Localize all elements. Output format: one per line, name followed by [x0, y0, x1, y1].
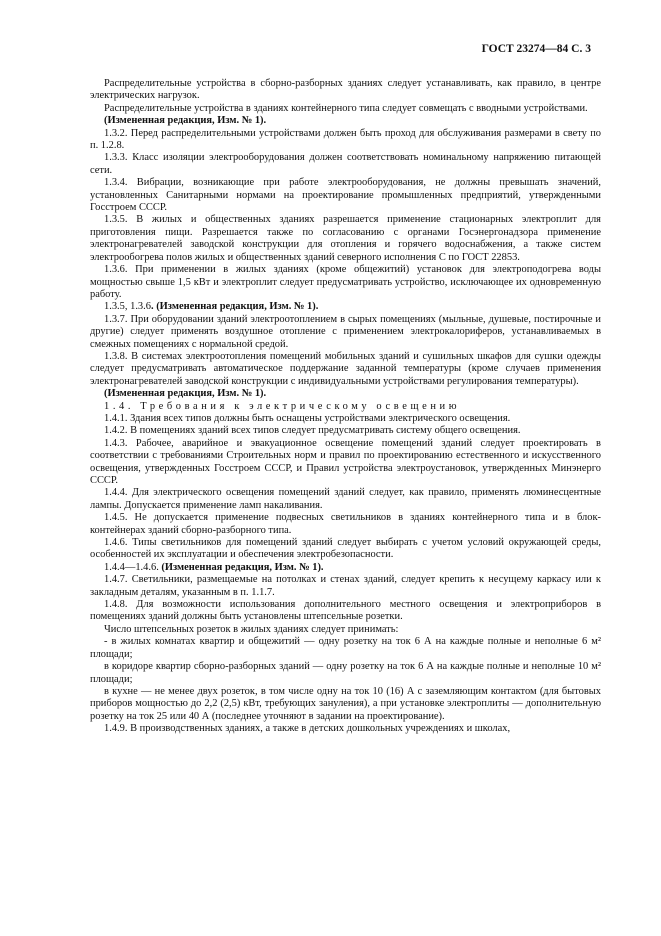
section-heading-1-4: 1.4. Требования к электрическому освещению [104, 400, 461, 412]
amendment-text: (Измененная редакция, Изм. № 1). [161, 561, 324, 573]
clause-1-3-6: 1.3.6. При применении в жилых зданиях (кроме общежитий) установок для электроподогрева воды мощностью свыше 1,5 кВт и электроплит следует предусматривать устройство, исключающее их одновременную работу. [90, 264, 601, 300]
clause-1-3-2: 1.3.2. Перед распределительными устройствами должен быть проход для обслуживания размерами в свету по п. 1.2.8. [90, 127, 601, 152]
clause-1-4-1: 1.4.1. Здания всех типов должны быть оснащены устройствами электрического освещения. [104, 412, 511, 424]
amendment-text: . (Измененная редакция, Изм. № 1). [150, 301, 319, 313]
clause-1-4-2: 1.4.2. В помещениях зданий всех типов следует предусматривать систему общего освещения. [104, 425, 521, 437]
amendment-note: (Измененная редакция, Изм. № 1). [104, 115, 267, 127]
clause-1-4-4: 1.4.4. Для электрического освещения помещений зданий следует, как правило, применять люминесцентные лампы. Допускается применение ламп накаливания. [90, 487, 601, 511]
list-item: в коридоре квартир сборно-разборных зданий — одну розетку на ток 6 А на каждые полные и неполные 10 м² площади; [90, 661, 601, 685]
clause-1-3-3: 1.3.3. Класс изоляции электрооборудования должен соответствовать номинальному напряжению питающей сети. [90, 152, 601, 176]
clause-1-4-8: 1.4.8. Для возможности использования дополнительного местного освещения и электроприборов в помещениях зданий должны быть установлены штепсельные розетки. [90, 599, 601, 623]
clause-1-3-4: 1.3.4. Вибрации, возникающие при работе электрооборудования, не должны превышать значений, установленных Санитарными нормами на проектирование промышленных предприятий, утвержденными Госстроем СССР. [90, 177, 601, 214]
clause-1-3-8: 1.3.8. В системах электроотопления помещений мобильных зданий и сушильных шкафов для сушки одежды следует предусматривать автоматическое поддержание заданной температуры (кроме случаев применения электронагревателей заводской конструкции с индивидуальными устройствами регулирования температуры). [90, 350, 601, 387]
amendment-note-1-3-5-1-3-6 [90, 301, 601, 313]
clause-1-3-5: 1.3.5. В жилых и общественных зданиях разрешается применение стационарных электроплит для приготовления пищи. Разрешается также по согласованию с органами Госэнергонадзора применение электронагревателей заводской конструкции для отопления и горячего водоснабжения, а также систем электрообогрева полов жилых и общественных зданий северного исполнения С по ГОСТ 22853. [90, 214, 601, 263]
list-item: - в жилых комнатах квартир и общежитий — одну розетку на ток 6 А на каждые полные и неполные 6 м² площади; [90, 636, 601, 660]
amendment-note: (Измененная редакция, Изм. № 1). [104, 388, 267, 400]
clause-1-4-9: 1.4.9. В производственных зданиях, а также в детских дошкольных учреждениях и школах, [104, 723, 511, 735]
clause-1-4-6: 1.4.6. Типы светильников для помещений зданий следует выбирать с учетом условий окружающей среды, особенностей их эксплуатации и обеспечения электробезопасности. [90, 537, 601, 561]
clause-ref: 1.3.5, 1.3.6 [104, 301, 151, 313]
page-header: ГОСТ 23274—84 С. 3 [481, 43, 591, 55]
list-item: в кухне — не менее двух розеток, в том числе одну на ток 10 (16) А с заземляющим контактом (для бытовых приборов мощностью до 2,2 (2,5) кВт, требующих зануления), а при установке электроплиты — дополнительную розетку на ток 25 или 40 А (последнее уточняют в задании на проектирование). [90, 685, 601, 722]
document-body [90, 78, 601, 736]
paragraph: Распределительные устройства в сборно-разборных зданиях следует устанавливать, как правило, в центре электрических нагрузок. [90, 78, 601, 102]
clause-1-4-7: 1.4.7. Светильники, размещаемые на потолках и стенах зданий, следует крепить к несущему каркасу или к закладным деталям, указанным в п. 1.1.7. [90, 574, 601, 598]
amendment-note-1-4-4-1-4-6 [90, 562, 601, 574]
paragraph: Распределительные устройства в зданиях контейнерного типа следует совмещать с вводными устройствами. [104, 102, 588, 114]
clause-ref: 1.4.4—1.4.6. [104, 561, 162, 573]
paragraph: Число штепсельных розеток в жилых зданиях следует принимать: [104, 623, 399, 635]
clause-1-4-5: 1.4.5. Не допускается применение подвесных светильников в зданиях контейнерного типа и в блок-контейнерах зданий сборно-разборного типа. [90, 512, 601, 536]
clause-1-4-3: 1.4.3. Рабочее, аварийное и эвакуационное освещение помещений зданий следует проектировать в соответствии с требованиями Строительных норм и правил по проектированию естественного и искусственного освещения, утвержденных Госстроем СССР, и Правил устройства электроустановок, утвержденных Минэнерго СССР. [90, 437, 601, 486]
clause-1-3-7: 1.3.7. При оборудовании зданий электроотоплением в сырых помещениях (мыльные, душевые, постирочные и другие) следует применять воздушное отопление с применением электрокалориферов, устанавливаемых в смежных помещениях с нормальной средой. [90, 313, 601, 350]
